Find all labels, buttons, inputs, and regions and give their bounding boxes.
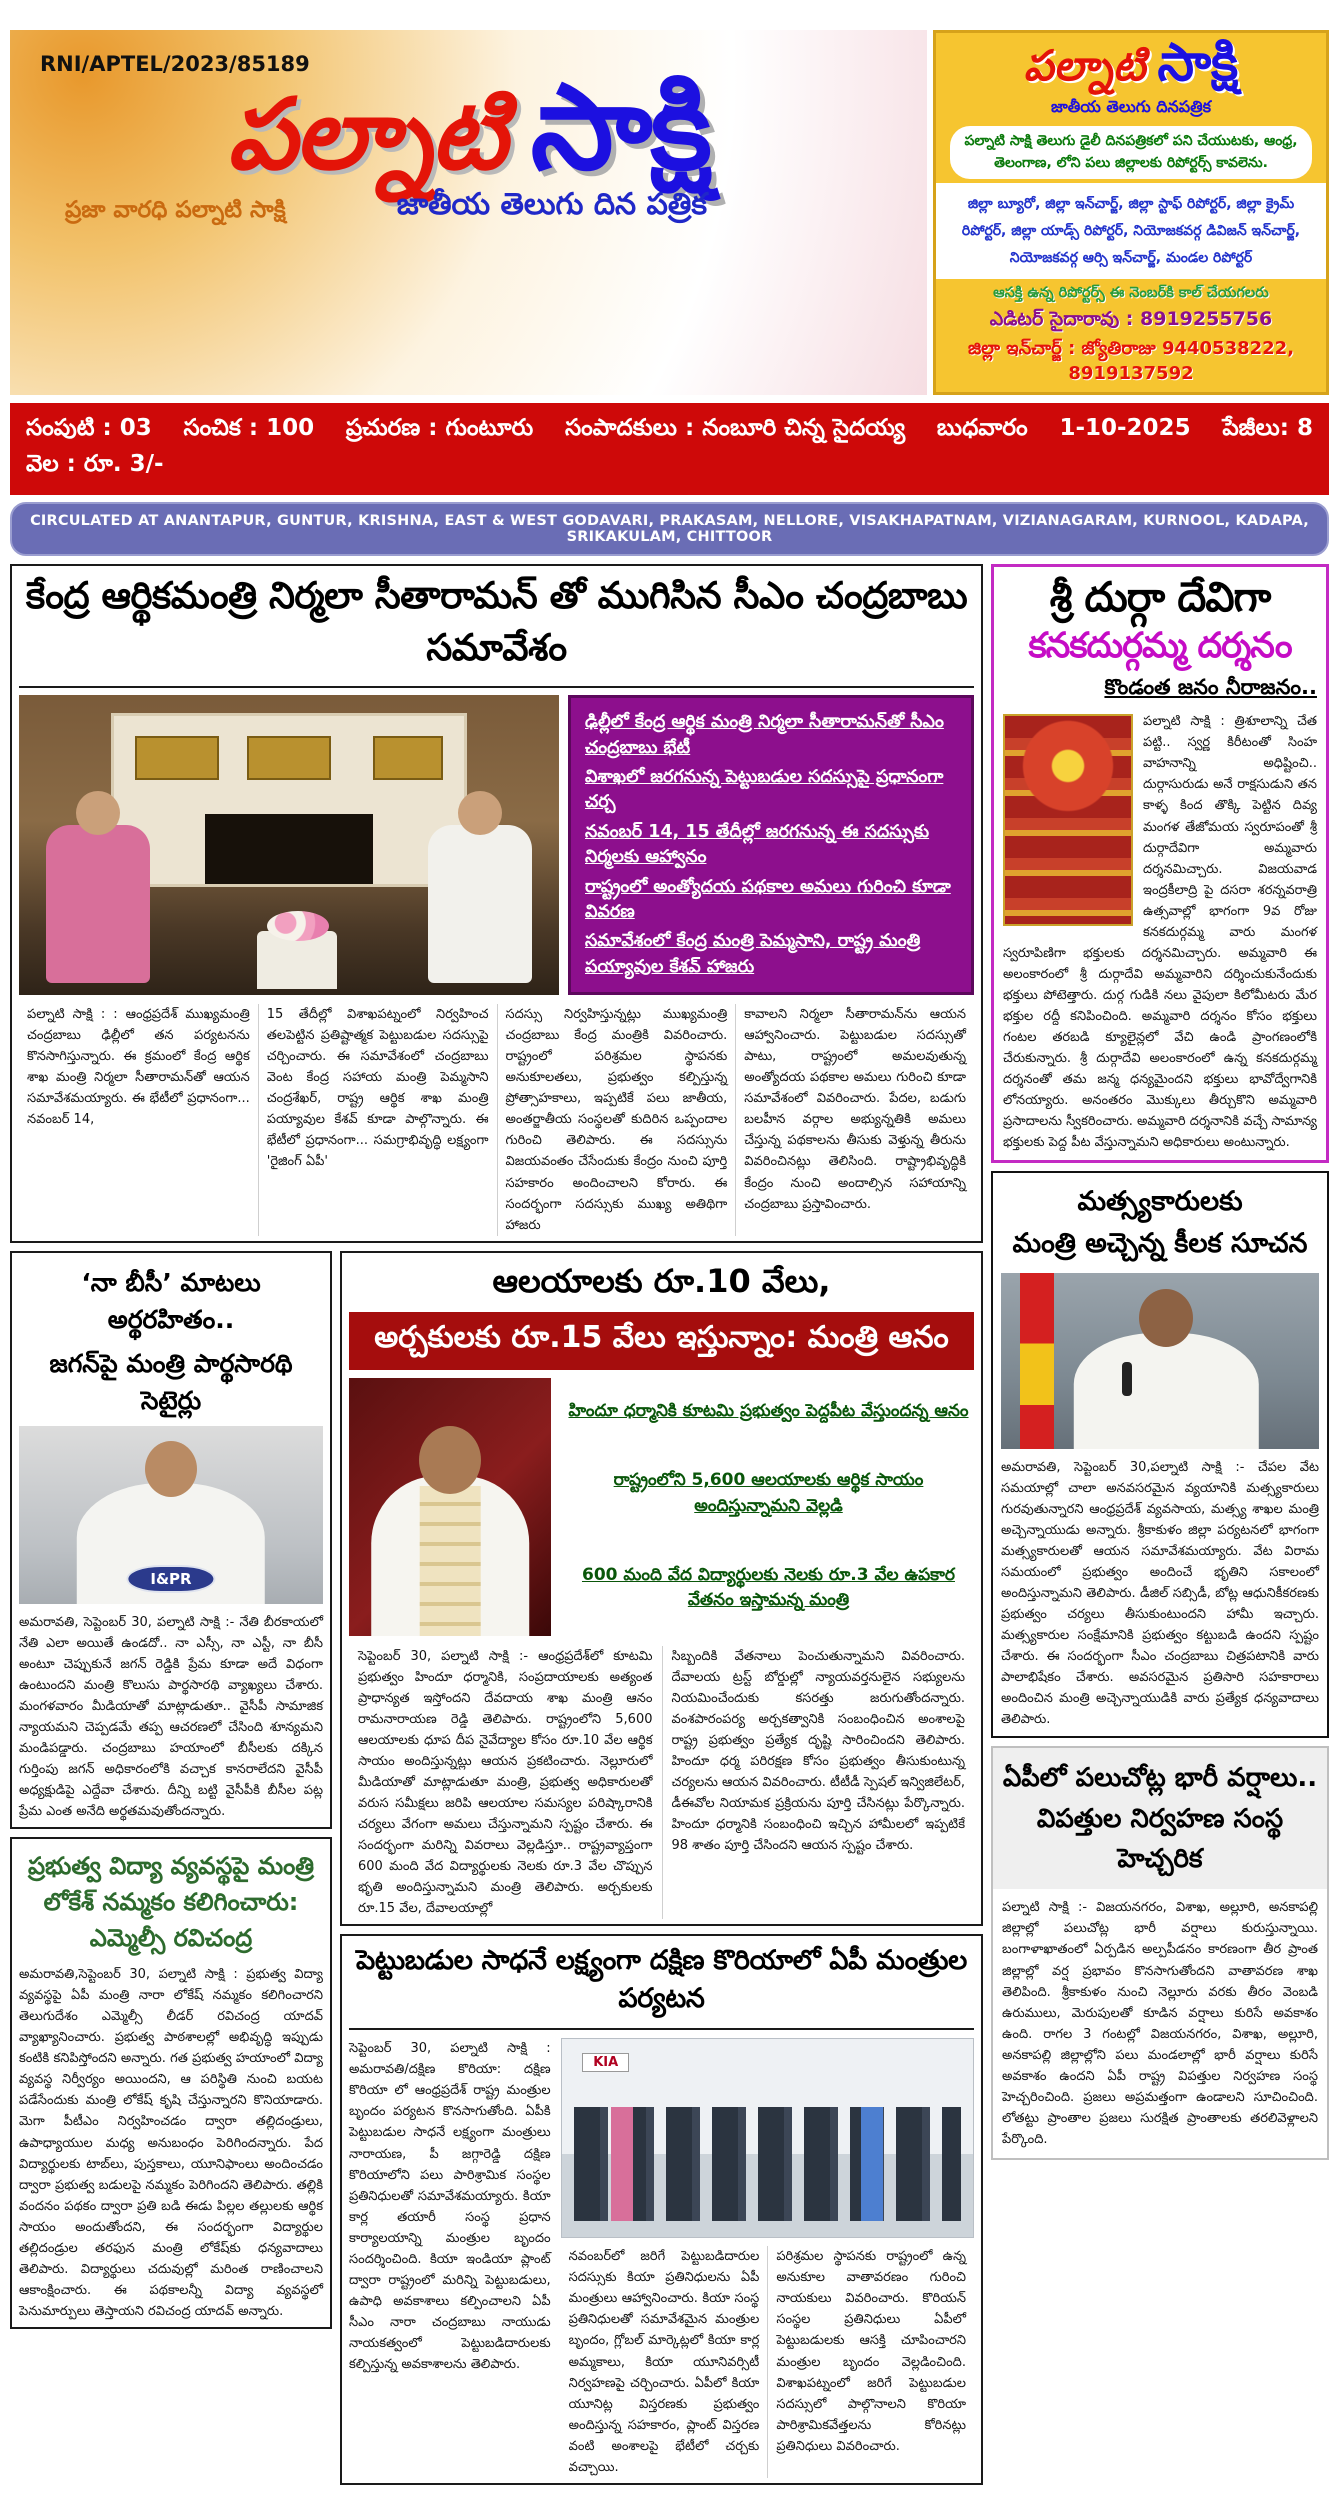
main-story-headline: కేంద్ర ఆర్థికమంత్రి నిర్మలా సీతారామన్ తో ముగిసిన సీఎం చంద్రబాబు సమావేశం — [19, 571, 974, 688]
tagline-main: జాతీయ తెలుగు దిన పత్రిక — [396, 186, 707, 222]
edition-info-bar — [10, 403, 1329, 495]
korea-col-3: పరిశ్రమల స్థాపనకు రాష్ట్రంలో ఉన్న అనుకూల వాతావరణం గురించి నాయకులు వివరించారు. కొరియన్ సంస్థల ప్రతినిధులు ఏపీలో పెట్టుబడులకు ఆసక్తి చూపించారని మంత్రుల బృందం వెల్లడించింది. విశాఖపట్నంలో జరిగే పెట్టుబడుల సదస్సులో పాల్గొనాలని కొరియా పారిశ్రామికవేత్తలను కోరినట్లు ప్రతినిధులు వివరించారు. — [767, 2246, 974, 2478]
ad-positions-list: జిల్లా బ్యూరో, జిల్లా ఇన్‌చార్జ్, జిల్లా స్టాఫ్ రిపోర్టర్, జిల్లా క్రైమ్ రిపోర్టర్, జిల్లా యాడ్స్ రిపోర్టర్, నియోజకవర్గ డివిజన్ ఇన్‌చార్జ్, నియోజకవర్గ ఆర్సి ఇన్‌చార్జ్, మండల రిపోర్టర్ — [936, 183, 1326, 279]
temples-col-2: సిబ్బందికి వేతనాలు పెంచుతున్నామని వివరించారు. దేవాలయ ట్రస్ట్ బోర్డుల్లో న్యాయవర్తనులైన సభ్యులను నియమించేందుకు కసరత్తు జరుగుతోందన్నారు. వంశపారంపర్య అర్చకత్వానికి సంబంధించిన అంశాలపై రాష్ట్ర ప్రభుత్వం ప్రత్యేక దృష్టి సారించిందని తెలిపారు. హిందూ ధర్మ పరిరక్షణ కోసం ప్రభుత్వం తీసుకుంటున్న చర్యలను ఆయన వివరించారు. టీటీడీ స్పెషల్ ఇన్విజిలేటర్, డీఈవోల నియామక ప్రక్రియను పూర్తి చేసినట్లు పేర్కొన్నారు. హిందూ ధర్మానికి సంబంధించి ఇచ్చిన హామీలలో ఇప్పటికే 98 శాతం పూర్తి చేసిందని ఆయన స్పష్టం చేశారు. — [662, 1646, 975, 1920]
masthead-row — [10, 30, 1329, 395]
microphone-graphic — [1122, 1362, 1132, 1396]
korea-col-1: సెప్టెంబర్ 30, పల్నాటి సాక్షి : అమరావతి/దక్షిణ కొరియా: దక్షిణ కొరియా లో ఆంధ్రప్రదేశ్ రాష్ట్ర మంత్రుల బృందం పర్యటన కొనసాగుతోంది. ఏపీకి పెట్టుబడుల సాధనే లక్ష్యంగా మంత్రులు నారాయణ, పీ జగ్గారెడ్డి దక్షిణ కొరియాలోని పలు పారిశ్రామిక సంస్థల ప్రతినిధులతో సమావేశమయ్యారు. కియా కార్ల తయారీ సంస్థ ప్రధాన కార్యాలయాన్ని మంత్రుల బృందం సందర్శించింది. కియా ఇండియా ప్లాంట్ ద్వారా రాష్ట్రంలో మరిన్ని పెట్టుబడులు, ఉపాధి అవకాశాలు కల్పించాలని ఏపీ సీఎం నారా చంద్రబాబు నాయుడు నాయకత్వంలో పెట్టుబడిదారులకు కల్పిస్తున్న అవకాశాలను తెలిపారు. — [349, 2041, 551, 2372]
ad-call-text: ఆసక్తి ఉన్న రిపోర్టర్స్ ఈ నెంబర్‌కి కాల్ చేయగలరు — [993, 285, 1269, 302]
education-story-headline: ప్రభుత్వ విద్యా వ్యవస్థపై మంత్రి లోకేశ్ నమ్మకం కలిగించారు: ఎమ్మెల్సీ రవిచంద్ర — [27, 1852, 315, 1953]
delegation-group-photo — [561, 2038, 974, 2238]
temples-highlights — [563, 1378, 974, 1636]
left-narrow-stack — [10, 1251, 332, 2329]
temples-headline-black: ఆలయాలకు రూ.10 వేలు, — [492, 1261, 831, 1300]
ad-contact-block — [936, 279, 1326, 392]
highlight-item: హిందూ ధర్మానికి కూటమి ప్రభుత్వం పెద్దపీట వేస్తుందన్న ఆనం — [568, 1401, 969, 1422]
info-pages: పేజీలు: 8 — [1222, 415, 1313, 442]
left-content-column — [10, 564, 983, 2485]
fireplace-graphic — [111, 713, 467, 887]
info-price: వెల : రూ. 3/- — [26, 451, 164, 478]
ad-logo-subtitle: జాతీయ తెలుగు దినపత్రిక — [1051, 97, 1211, 116]
main-story-highlights — [568, 695, 974, 995]
durga-kicker: శ్రీ దుర్గా దేవిగా — [1049, 573, 1271, 622]
tagline-left: ప్రజా వారధి పల్నాటి సాక్షి — [65, 196, 286, 223]
fisherman-story-body: అమరావతి, సెప్టెంబర్ 30,పల్నాటి సాక్షి :- చేపల వేట సమయాల్లో చాలా అనవసరమైన వ్యయానికి మత్స్యకారులు గురవుతున్నారని ఆంధ్రప్రదేశ్ వ్యవసాయ, మత్స్య శాఖల మంత్రి అచ్చెన్నాయుడు అన్నారు. శ్రీకాకుళం జిల్లా పర్యటనలో భాగంగా మత్స్యకారులతో ఆయన సమావేశమయ్యారు. వేట విరామ సమయంలో ప్రభుత్వం అందించే భృతిని సకాలంలో అందిస్తున్నామని తెలిపారు. డీజిల్ సబ్సిడీ, బోట్ల ఆధునికీకరణకు ప్రభుత్వం చర్యలు తీసుకుంటుందని హామీ ఇచ్చారు. మత్స్యకారుల సంక్షేమానికి ప్రభుత్వం కట్టుబడి ఉందని స్పష్టం చేశారు. ఈ సందర్భంగా సీఎం చంద్రబాబు చిత్రపటానికి వారు పాలాభిషేకం చేశారు. అవసరమైన ప్రతిసారి సహకారాలు అందించిన మంత్రి అచ్చెన్నాయుడికి వారు ప్రత్యేక ధన్యవాదాలు తెలిపారు. — [1001, 1459, 1319, 1728]
bc-story-headline-1: ‘నా బీసీ’ మాటలు అర్థరహితం.. — [81, 1267, 261, 1335]
rains-headline-1: ఏపీలో పలుచోట్ల భారీ వర్షాలు.. — [1002, 1763, 1318, 1794]
info-volume: సంపుటి : 03 — [26, 415, 152, 442]
main-story-col-2: 15 తేదీల్లో విశాఖపట్నంలో నిర్వహించ తలపెట్టిన ప్రతిష్టాత్మక పెట్టుబడుల సదస్సుపై చర్చించారు. ఈ సమావేశంలో చంద్రబాబు వెంట కేంద్ర సహాయ మంత్రి పెమ్మసాని చంద్రశేఖర్, రాష్ట్ర ఆర్థిక శాఖ మంత్రి పయ్యావుల కేశవ్ కూడా పాల్గొన్నారు. ఈ భేటీలో ప్రధానంగా... సమగ్రాభివృద్ధి లక్ష్యంగా 'రైజింగ్ ఏపీ' — [258, 1004, 497, 1236]
main-story-col-3: సదస్సు నిర్వహిస్తున్నట్లు ముఖ్యమంత్రి చంద్రబాబు కేంద్ర మంత్రికి వివరించారు. రాష్ట్రంలో పరిశ్రమల స్థాపనకు అనుకూలతలు, ప్రభుత్వం కల్పిస్తున్న ప్రోత్సాహకాలు, ఇప్పటికే పలు జాతీయ, అంతర్జాతీయ సంస్థలతో కుదిరిన ఒప్పందాల గురించి తెలిపారు. ఈ సదస్సును విజయవంతం చేసేందుకు కేంద్రం నుంచి పూర్తి సహకారం అందించాలని కోరారు. ఈ సందర్భంగా సదస్సుకు ముఖ్య అతిథిగా హాజరు — [497, 1004, 736, 1236]
durga-subhead: కొండంత జనం నీరాజనం.. — [1104, 675, 1317, 700]
sari-figure-pink — [611, 2107, 633, 2222]
minister-anam-photo — [349, 1378, 551, 1636]
main-story-col-1: పల్నాటి సాక్షి : : ఆంధ్రప్రదేశ్ ముఖ్యమంత్రి చంద్రబాబు ఢిల్లీలో తన పర్యటనను కొనసాగిస్తున్నారు. ఈ క్రమంలో కేంద్ర ఆర్థిక శాఖ మంత్రి నిర్మలా సీతారామన్‌తో ఆయన సమావేశమయ్యారు. ఈ భేటీలో ప్రధానంగా... నవంబర్ 14, — [27, 1007, 250, 1128]
korea-story-headline: పెట్టుబడుల సాధనే లక్ష్యంగా దక్షిణ కొరియాలో ఏపీ మంత్రుల పర్యటన — [349, 1941, 974, 2030]
minister-figure — [1074, 1333, 1258, 1449]
ad-logo-block — [936, 33, 1326, 183]
highlight-item: విశాఖలో జరగనున్న పెట్టుబడుల సదస్సుపై ప్రధానంగా చర్చ — [585, 766, 944, 813]
minister-atchannaidu-photo — [1001, 1273, 1319, 1449]
korea-tour-story — [340, 1934, 983, 2485]
temples-headline-red: అర్చకులకు రూ.15 వేలు ఇస్తున్నాం: మంత్రి ఆనం — [349, 1312, 974, 1370]
highlight-item: సమావేశంలో కేంద్ర మంత్రి పెమ్మసాని, రాష్ట్ర మంత్రి పయ్యావుల కేశవ్ హాజరు — [585, 931, 921, 977]
content-grid — [10, 564, 1329, 2485]
center-wide-stack — [340, 1251, 983, 2485]
korea-col-2: నవంబర్‌లో జరిగే పెట్టుబడిదారుల సదస్సుకు కియా ప్రతినిధులను ఏపీ మంత్రులు ఆహ్వానించారు. కియా సంస్థ ప్రతినిధులతో సమావేశమైన మంత్రుల బృందం, గ్లోబల్ మార్కెట్లలో కియా కార్ల అమ్మకాలు, కియా యూనివర్సిటీ నిర్వహణపై చర్చించారు. ఏపీలో కియా యూనిట్ల విస్తరణకు ప్రభుత్వం అందిస్తున్న సహకారం, ప్లాంట్ విస్తరణ వంటి అంశాలపై భేటీలో చర్చకు వచ్చాయి. — [568, 2249, 760, 2475]
korea-right-block — [561, 2038, 974, 2478]
highlight-item: రాష్ట్రంలోని 5,600 ఆలయాలకు ఆర్థిక సాయం అందిస్తున్నామని వెల్లడి — [613, 1470, 924, 1516]
fisherman-headline-2: మంత్రి అచ్చెన్న కీలక సూచన — [1012, 1228, 1308, 1260]
education-story — [10, 1837, 332, 2329]
circulation-bar: CIRCULATED AT ANANTAPUR, GUNTUR, KRISHNA, EAST & WEST GODAVARI, PRAKASAM, NELLORE, VISAKHAPATNAM, VIZIANAGARAM, KURNOOL, KADAPA, SRIKAKULAM, CHITTOOR — [10, 502, 1329, 556]
info-publication: ప్రచురణ : గుంటూరు — [345, 415, 534, 442]
ad-logo-red: పల్నాటి — [1023, 41, 1146, 90]
cm-meeting-photo — [19, 695, 559, 995]
masthead-taglines — [10, 187, 927, 239]
info-issue: సంచిక : 100 — [183, 415, 315, 442]
main-story-col-4: కావాలని నిర్మలా సీతారామన్‌ను ఆయన ఆహ్వానించారు. పెట్టుబడుల సదస్సుతో పాటు, రాష్ట్రంలో అమలవుతున్న అంత్యోదయ పథకాల అమలు గురించి కూడా సమావేశంలో వివరించారు. పేదల, బడుగు బలహీన వర్గాల అభ్యున్నతికి అమలు చేస్తున్న పథకాలను తీసుకు వెళ్తున్న తీరును వివరించినట్లు తెలిసింది. రాష్ట్రాభివృద్ధికి కేంద్రం నుంచి అందాల్సిన సహాయాన్ని చంద్రబాబు ప్రస్తావించారు. — [735, 1004, 974, 1236]
info-editor: సంపాదకులు : నంబూరి చిన్న సైదయ్య — [565, 415, 906, 442]
ad-incharge-phone: జిల్లా ఇన్‌చార్జ్ : జ్యోతిరాజు 9440538222, 8919137592 — [967, 338, 1295, 385]
minister-parthasarathy-photo — [19, 1426, 323, 1604]
bc-story-body: అమరావతి, సెప్టెంబర్ 30, పల్నాటి సాక్షి :- నేతి బీరకాయలో నేతి ఎలా అయితే ఉండదో.. నా ఎస్సీ, నా ఎస్టీ, నా బీసీ అంటూ చెప్పుకునే జగన్ రెడ్డికి ప్రేమ కూడా అదే విధంగా ఉంటుందని మంత్రి కొలుసు పార్థసారథి వ్యాఖ్యలు చేశారు. మంగళవారం మీడియాతో మాట్లాడుతూ.. వైసీపీ సామాజిక న్యాయమని చెప్పడమే తప్ప ఆచరణలో చేసింది శూన్యమని మండిపడ్డారు. చంద్రబాబు హయాంలో బీసీలకు దక్కిన గుర్తింపు జగన్ అధికారంలోకి వచ్చాక కానరాలేదని వైసీపీ అధ్యక్షుడిపై ఎద్దేవా చేశారు. దీన్ని బట్టి వైసీపీకి బీసీల పట్ల ప్రేమ ఎంత అనేది అర్థతమవుతోందన్నారు. — [19, 1614, 323, 1820]
main-story-body — [19, 1004, 974, 1236]
durga-headline: కనకదుర్గమ్మ దర్శనం — [1028, 626, 1292, 667]
rains-story-body: పల్నాటి సాక్షి :- విజయనగరం, విశాఖ, అల్లూరి, అనకాపల్లి జిల్లాల్లో పలుచోట్ల భారీ వర్షాలు కురుస్తున్నాయి. బంగాళాఖాతంలో ఏర్పడిన అల్పపీడనం కారణంగా తీర ప్రాంత జిల్లాల్లో వర్ష ప్రభావం కొనసాగుతోందని వాతావరణ శాఖ తెలిపింది. శ్రీకాకుళం నుంచి నెల్లూరు వరకు తీరం వెంబడి ఉరుములు, మెరుపులతో కూడిన వర్షాలు కురిసే అవకాశం ఉంది. రాగల 3 గంటల్లో విజయనగరం, విశాఖ, అల్లూరి, అనకాపల్లి జిల్లాల్లోని పలు మండలాల్లో భారీ వర్షాలు కురిసే అవకాశం ఉందని ఏపీ రాష్ట్ర విపత్తుల నిర్వహణ సంస్థ హెచ్చరించింది. ప్రజలు అప్రమత్తంగా ఉండాలని సూచించింది. లోతట్టు ప్రాంతాల ప్రజలు సురక్షిత ప్రాంతాలకు తరలివెళ్లాలని పేర్కొంది. — [1002, 1900, 1318, 2147]
scarf-graphic — [420, 1486, 481, 1636]
ipr-podium-sign: I&PR — [126, 1565, 215, 1593]
ad-editor-phone: ఎడిటర్ సైదారావు : 8919255756 — [989, 308, 1273, 331]
cm-figure — [428, 825, 532, 983]
minister-head — [419, 1426, 481, 1494]
durga-darshan-story — [991, 564, 1329, 1163]
rains-headline-2: విపత్తుల నిర్వహణ సంస్థ హెచ్చరిక — [1036, 1803, 1284, 1875]
highlight-item: 600 మంది వేద విద్యార్థులకు నెలకు రూ.3 వేల ఉపకార వేతనం ఇస్తామన్న మంత్రి — [581, 1564, 955, 1611]
rni-number: RNI/APTEL/2023/85189 — [40, 52, 310, 76]
speaker-head — [145, 1441, 197, 1497]
info-day: బుధవారం — [936, 415, 1028, 442]
education-story-body: అమరావతి,సెప్టెంబర్ 30, పల్నాటి సాక్షి : ప్రభుత్వ విద్యా వ్యవస్థపై ఏపీ మంత్రి నారా లోకేష్ నమ్మకం కలిగించారని తెలుగుదేశం ఎమ్మెల్సీ లీడర్ రవిచంద్ర యాదవ్ వ్యాఖ్యానించారు. ప్రభుత్వ పాఠశాలల్లో అభివృద్ధి ఇప్పుడు కంటికి కనిపిస్తోందని అన్నారు. గత ప్రభుత్వ హయాంలో విద్యా వ్యవస్థ నిర్వీర్యం అయిందని, ఆ పరిస్థితి నుంచి బయట పడేసేందుకు మంత్రి లోకేష్ కృషి చేస్తున్నారని కొనియాడారు. మెగా పీటీఎం నిర్వహించడం ద్వారా తల్లిదండ్రులు, ఉపాధ్యాయుల మధ్య అనుబంధం పెరిగిందన్నారు. పేద విద్యార్థులకు టాబ్‌లు, పుస్తకాలు, యూనిఫాంలు అందించడం ద్వారా ప్రభుత్వ బడులపై నమ్మకం పెరిగిందని తెలిపారు. తల్లికి వందనం పథకం ద్వారా ప్రతి బడి ఈడు పిల్లల తల్లులకు ఆర్థిక సాయం అందుతోందని, ఈ సందర్భంగా విద్యార్థుల తల్లిదండ్రుల తరఫున మంత్రి లోకేష్‌కు ధన్యవాదాలు తెలిపారు. విద్యార్థులు చదువుల్లో మరింత రాణించాలని ఆకాంక్షించారు. ఈ పథకాలన్నీ విద్యా వ్యవస్థలో పెనుమార్పులు తెస్తాయని రవిచంద్ర యాదవ్ అన్నారు. — [19, 1967, 323, 2319]
right-rail — [991, 564, 1329, 2160]
bc-remarks-story — [10, 1251, 332, 1829]
highlight-item: రాష్ట్రంలో అంత్యోదయ పథకాల అమలు గురించి కూడా వివరణ — [585, 876, 951, 922]
highlight-item: నవంబర్ 14, 15 తేదీల్లో జరగనున్న ఈ సదస్సుకు నిర్మలకు ఆహ్వానం — [585, 821, 930, 868]
temples-col-1: సెప్టెంబర్ 30, పల్నాటి సాక్షి :- ఆంధ్రప్రదేశ్‌లో కూటమి ప్రభుత్వం హిందూ ధర్మానికి, సంప్రదాయాలకు అత్యంత ప్రాధాన్యత ఇస్తోందని దేవదాయ శాఖ మంత్రి ఆనం రామనారాయణ రెడ్డి తెలిపారు. రాష్ట్రంలోని 5,600 ఆలయాలకు ధూప దీప నైవేద్యాల కోసం రూ.10 వేల ఆర్థిక సాయం అందిస్తున్నట్లు ఆయన ప్రకటించారు. నెల్లూరులో మీడియాతో మాట్లాడుతూ మంత్రి, ప్రభుత్వ అధికారులతో వరుస సమీక్షలు జరిపి ఆలయాల సమస్యల పరిష్కారానికి చర్యలు వేగంగా అమలు చేస్తున్నామని స్పష్టం చేశారు. ఈ సందర్భంగా మరిన్ని వివరాలు వెల్లడిస్తూ.. రాష్ట్రవ్యాప్తంగా 600 మంది వేద విద్యార్థులకు నెలకు రూ.3 వేల చొప్పున భృతి అందిస్తున్నామని మంత్రి తెలిపారు. అర్చకులకు రూ.15 వేల, దేవాలయాల్లో — [358, 1648, 653, 1917]
kanakadurga-idol-photo — [1003, 714, 1133, 926]
info-date: 1-10-2025 — [1059, 415, 1191, 442]
durga-story-body: పల్నాటి సాక్షి : త్రిశూలాన్ని చేత పట్టి.. స్వర్ణ కిరీటంతో సింహ వాహనాన్ని అధిష్టించి.. దుర్గాసురుడు అనే రాక్షసుడుని తన కాళ్ళ కింద తొక్కి పెట్టిన దివ్య మంగళ తేజోమయ స్వరూపంతో శ్రీ దుర్గాదేవిగా అమ్మవారు దర్శనమిచ్చారు. విజయవాడ ఇంద్రకీలాద్రి పై దసరా శరన్నవరాత్రి ఉత్సవాల్లో భాగంగా 9వ రోజు కనకదుర్గమ్మ వారు మంగళ స్వరూపిణిగా భక్తులకు దర్శనమిచ్చారు. అమ్మవారి ఈ అలంకారంలో శ్రీ దుర్గాదేవి అమ్మవారిని దర్శించుకునేందుకు భక్తులు పోటెత్తారు. దుర్గ గుడికి నలు వైపులా కిలోమీటరు మేర భక్తుల రద్దీ కనిపించింది. అమ్మవారి దర్శనం కోసం భక్తులు గంటల తరబడి క్యూలైన్లలో వేచి ఉండి ప్రాంగణంలోకి చేరుకున్నారు. శ్రీ దుర్గాదేవి అలంకారంలో ఉన్న కనకదుర్గమ్మ దర్శనంతో తమ జన్మ ధన్యమైందని భక్తులు భావోద్వేగానికి లోనయ్యారు. అనంతరం మొక్కులు తీర్చుకొని అమ్మవారి ప్రసాదాలను స్వీకరించారు. అమ్మవారి దర్శనానికి వచ్చే సామాన్య భక్తులకు పెద్ద పీట వేస్తున్నామని అధికారులు అంటున్నారు. — [1003, 714, 1317, 1151]
sari-figure-blue — [861, 2107, 883, 2222]
bc-story-headline-2: జగన్‌పై మంత్రి పార్థసారథి సెటైర్లు — [49, 1348, 293, 1416]
party-flag-graphic — [1020, 1273, 1054, 1449]
paper-title-red: పల్నాటి — [226, 78, 505, 192]
highlight-item: ఢిల్లీలో కేంద్ర ఆర్థిక మంత్రి నిర్మలా సీతారామన్‌తో సీఎం చంద్రబాబు భేటీ — [585, 712, 944, 758]
recruitment-ad — [933, 30, 1329, 395]
paper-title-blue: సాక్షి — [530, 58, 711, 196]
kia-logo-sign: KIA — [582, 2053, 629, 2072]
main-story — [10, 564, 983, 1243]
fisherman-headline-1: మత్స్యకారులకు — [1077, 1186, 1243, 1218]
minister-figure — [46, 825, 150, 983]
ad-recruit-text: పల్నాటి సాక్షి తెలుగు డైలీ దినపత్రికలో పని చేయుటకు, ఆంధ్ర, తెలంగాణ, లోని పలు జిల్లాలకు రిపోర్టర్స్ కావలెను. — [950, 126, 1312, 179]
temples-story-body — [349, 1646, 974, 1920]
minister-head — [1139, 1289, 1193, 1347]
fisherman-story — [991, 1171, 1329, 1738]
masthead — [10, 30, 927, 395]
heavy-rains-story — [991, 1746, 1329, 2159]
ad-logo-blue: సాక్షి — [1157, 33, 1239, 93]
temples-story — [340, 1251, 983, 1927]
rains-headline — [993, 1748, 1327, 1889]
